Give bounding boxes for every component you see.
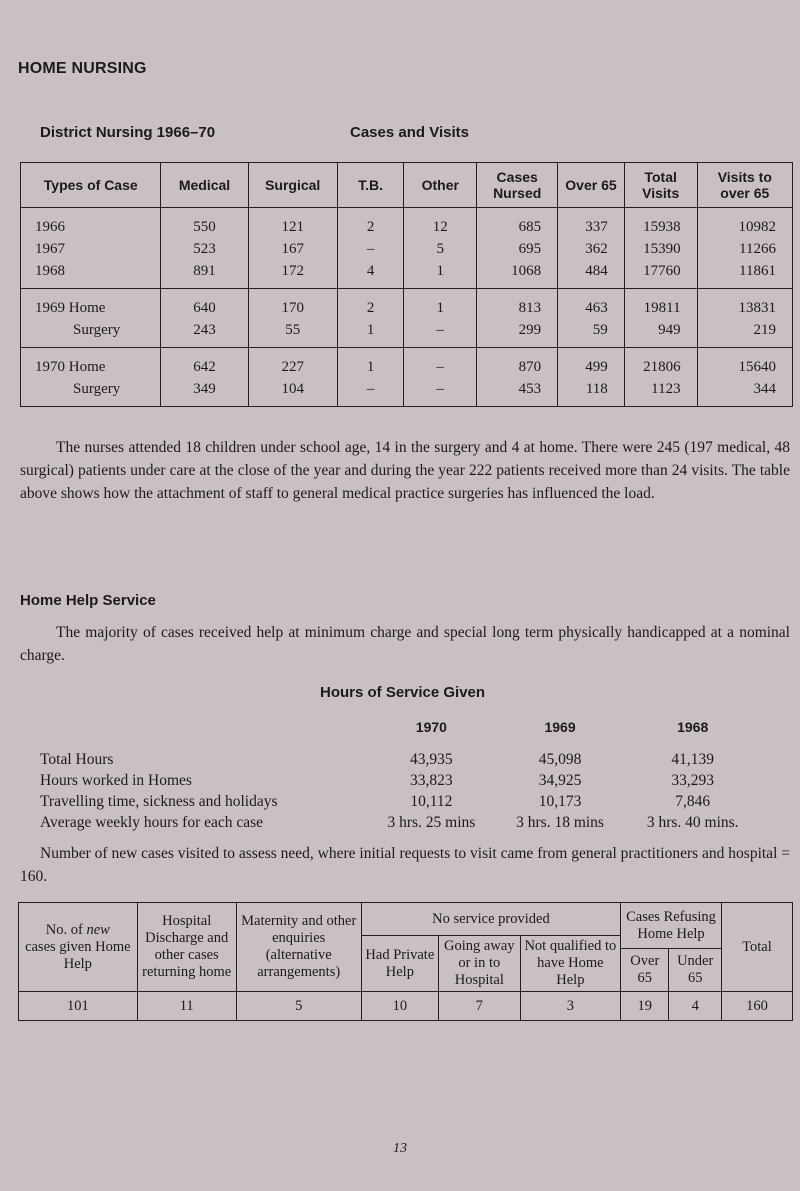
cell-value: 167 bbox=[281, 241, 304, 257]
table-cell bbox=[697, 348, 792, 407]
table-cell bbox=[477, 208, 558, 289]
cell-value: 1969 Home bbox=[35, 300, 106, 316]
table-row bbox=[21, 348, 793, 407]
cell-value: Surgery bbox=[73, 322, 121, 338]
table-cell bbox=[404, 208, 477, 289]
cell-value: 1968 bbox=[35, 263, 65, 279]
cell-value: 337 bbox=[585, 219, 608, 235]
cell-value: 104 bbox=[281, 381, 304, 397]
cell-value: 21806 bbox=[643, 359, 681, 375]
hours-row bbox=[40, 812, 760, 833]
cell-value: 640 bbox=[193, 300, 216, 316]
year-1969: 1969 bbox=[544, 719, 576, 735]
col-header-over-65-refusing: Over 65 bbox=[621, 949, 669, 992]
table-cell bbox=[161, 348, 248, 407]
cell-value: 550 bbox=[193, 219, 216, 235]
table-cell bbox=[248, 289, 337, 348]
cell-value: 172 bbox=[281, 263, 304, 279]
table-cell bbox=[337, 289, 404, 348]
hours-row-label: Average weekly hours for each case bbox=[40, 814, 264, 831]
table-cell bbox=[558, 289, 625, 348]
cell-value: – bbox=[436, 322, 445, 338]
table-row bbox=[21, 289, 793, 348]
year-1968: 1968 bbox=[677, 719, 709, 735]
col-header-visits-over-65: Visits to over 65 bbox=[697, 163, 792, 208]
cell-value: 118 bbox=[585, 381, 608, 397]
table-cell bbox=[624, 208, 697, 289]
cell-value: 1 bbox=[366, 359, 375, 375]
table-cell bbox=[161, 289, 248, 348]
header-no-service-provided: No service provided bbox=[361, 903, 620, 936]
nursing-table-header-row bbox=[21, 163, 793, 208]
col-header-maternity: Maternity and other enquiries (alternative arrangements) bbox=[236, 903, 361, 992]
hours-value: 7,846 bbox=[675, 793, 711, 810]
col-header-cases-nursed: Cases Nursed bbox=[477, 163, 558, 208]
cell-value: 243 bbox=[193, 322, 216, 338]
hours-row-label: Hours worked in Homes bbox=[40, 772, 192, 789]
hours-of-service-table bbox=[40, 718, 760, 833]
hours-value: 34,925 bbox=[538, 772, 582, 789]
home-help-heading: Home Help Service bbox=[20, 592, 156, 609]
cell-value: 891 bbox=[193, 263, 216, 279]
table-group-1970 bbox=[21, 348, 793, 407]
header-cases-refusing: Cases Refusing Home Help bbox=[621, 903, 722, 949]
hours-value: 3 hrs. 18 mins bbox=[516, 814, 604, 831]
cell-value: 813 bbox=[518, 300, 542, 316]
cell-value: 1967 bbox=[35, 241, 65, 257]
table-cell bbox=[697, 289, 792, 348]
district-nursing-table bbox=[20, 162, 793, 407]
section-title: HOME NURSING bbox=[18, 60, 147, 77]
cell-value: 15390 bbox=[643, 241, 681, 257]
cell-value: Surgery bbox=[73, 381, 121, 397]
hours-table-year-row bbox=[40, 718, 760, 749]
cell-value: – bbox=[436, 381, 445, 397]
cell-value: – bbox=[436, 359, 445, 375]
table-cell bbox=[21, 289, 161, 348]
cell-value: 1068 bbox=[511, 263, 542, 279]
table-cell bbox=[404, 348, 477, 407]
cell-value: – bbox=[366, 241, 375, 257]
cell-value: 362 bbox=[585, 241, 608, 257]
cell-value: 1966 bbox=[35, 219, 65, 235]
hours-row bbox=[40, 791, 760, 812]
cell-value: 2 bbox=[366, 300, 375, 316]
col-header-other: Other bbox=[404, 163, 477, 208]
cell-value: 17760 bbox=[643, 263, 681, 279]
hours-row bbox=[40, 770, 760, 791]
table-cell bbox=[248, 208, 337, 289]
nursing-paragraph: The nurses attended 18 children under school age, 14 in the surgery and 4 at home. There were 245 (197 medical, 48 surgical) patients under care at the close of the year and during the year 222 patients received more than 24 visits. The table above shows how the attachment of staff to general medical practice surgeries has influenced the load. bbox=[20, 439, 790, 502]
cell-value: 642 bbox=[193, 359, 216, 375]
hours-value: 33,293 bbox=[671, 772, 714, 789]
table-cell bbox=[624, 348, 697, 407]
cases-visits-subheading: Cases and Visits bbox=[350, 124, 469, 141]
district-nursing-heading: District Nursing 1966–70 bbox=[40, 124, 216, 141]
hours-value: 10,173 bbox=[538, 793, 582, 810]
col-header-surgical: Surgical bbox=[248, 163, 337, 208]
col-header-new-cases: No. of new cases given Home Help bbox=[19, 903, 138, 992]
col-header-not-qualified: Not qualified to have Home Help bbox=[520, 936, 621, 992]
page-number: 13 bbox=[393, 1141, 407, 1156]
table-cell bbox=[404, 289, 477, 348]
home-help-paragraph: The majority of cases received help at minimum charge and special long term physically handicapped at a nominal charge. bbox=[20, 624, 790, 664]
col-header-medical: Medical bbox=[161, 163, 248, 208]
cell-value: 10982 bbox=[738, 219, 776, 235]
cell-value: 11266 bbox=[739, 241, 776, 257]
cell-value: 5 bbox=[436, 241, 445, 257]
table-cell bbox=[337, 208, 404, 289]
table-cell bbox=[558, 348, 625, 407]
cell-value: 349 bbox=[193, 381, 216, 397]
table-cell bbox=[21, 208, 161, 289]
col-header-over-65: Over 65 bbox=[558, 163, 625, 208]
cases-value: 19 bbox=[621, 992, 669, 1021]
cell-value: 11861 bbox=[739, 263, 776, 279]
cell-value: 685 bbox=[518, 219, 542, 235]
table-group-1969 bbox=[21, 289, 793, 348]
cell-value: 2 bbox=[366, 219, 375, 235]
cell-value: 344 bbox=[753, 381, 776, 397]
table-cell bbox=[558, 208, 625, 289]
col-header-types-of-case: Types of Case bbox=[21, 163, 161, 208]
cell-value: 55 bbox=[285, 322, 301, 338]
table-cell bbox=[161, 208, 248, 289]
table-group-1966-68 bbox=[21, 208, 793, 289]
col-header-total: Total bbox=[721, 903, 792, 992]
cell-value: 1970 Home bbox=[35, 359, 106, 375]
new-cases-table bbox=[18, 902, 793, 1021]
cell-value: 170 bbox=[281, 300, 304, 316]
hours-value: 10,112 bbox=[410, 793, 453, 810]
cell-value: 1 bbox=[436, 263, 445, 279]
hours-value: 3 hrs. 25 mins bbox=[387, 814, 476, 831]
table-cell bbox=[624, 289, 697, 348]
cell-value: 4 bbox=[366, 263, 375, 279]
hours-value: 43,935 bbox=[410, 751, 453, 768]
cases-value: 5 bbox=[236, 992, 361, 1021]
cases-value: 7 bbox=[439, 992, 521, 1021]
hours-row-label: Total Hours bbox=[40, 751, 114, 768]
cell-value: 695 bbox=[518, 241, 542, 257]
cell-value: 1 bbox=[436, 300, 445, 316]
hours-value: 45,098 bbox=[538, 751, 582, 768]
cell-value: 463 bbox=[585, 300, 608, 316]
cell-value: 227 bbox=[281, 359, 304, 375]
cell-value: 499 bbox=[585, 359, 608, 375]
hours-value: 3 hrs. 40 mins. bbox=[646, 814, 739, 831]
cell-value: 19811 bbox=[643, 300, 681, 316]
cases-value: 3 bbox=[520, 992, 621, 1021]
cell-value: 949 bbox=[658, 322, 681, 338]
cell-value: 1 bbox=[366, 322, 375, 338]
cases-value: 11 bbox=[137, 992, 236, 1021]
cell-value: 453 bbox=[518, 381, 542, 397]
cell-value: 1123 bbox=[651, 381, 681, 397]
cases-value: 4 bbox=[669, 992, 721, 1021]
cases-value: 160 bbox=[721, 992, 792, 1021]
table-cell bbox=[248, 348, 337, 407]
cell-value: 12 bbox=[432, 219, 448, 235]
new-cases-paragraph: Number of new cases visited to assess need, where initial requests to visit came from general practitioners and hospital = 160. bbox=[20, 845, 790, 885]
cell-value: 299 bbox=[518, 322, 542, 338]
table-cell bbox=[477, 348, 558, 407]
cell-value: 870 bbox=[518, 359, 542, 375]
cases-values-row bbox=[19, 992, 793, 1021]
hours-row bbox=[40, 749, 760, 770]
cell-value: 219 bbox=[753, 322, 776, 338]
cell-value: 523 bbox=[193, 241, 216, 257]
year-1970: 1970 bbox=[415, 719, 447, 735]
hours-value: 41,139 bbox=[671, 751, 714, 768]
hours-row-label: Travelling time, sickness and holidays bbox=[40, 793, 278, 810]
cell-value: 121 bbox=[281, 219, 304, 235]
table-cell bbox=[337, 348, 404, 407]
col-header-tb: T.B. bbox=[337, 163, 404, 208]
cell-value: 59 bbox=[592, 322, 608, 338]
table-cell bbox=[21, 348, 161, 407]
col-header-private-help: Had Private Help bbox=[361, 936, 438, 992]
cell-value: 13831 bbox=[738, 300, 776, 316]
col-header-going-away: Going away or in to Hospital bbox=[439, 936, 521, 992]
col-header-hospital-discharge: Hospital Discharge and other cases returning home bbox=[137, 903, 236, 992]
table-row bbox=[21, 208, 793, 289]
cases-value: 101 bbox=[19, 992, 138, 1021]
cell-value: 15938 bbox=[643, 219, 681, 235]
hours-table-title: Hours of Service Given bbox=[320, 684, 486, 701]
table-cell bbox=[697, 208, 792, 289]
cell-value: 15640 bbox=[738, 359, 776, 375]
table-cell bbox=[477, 289, 558, 348]
col-header-total-visits: Total Visits bbox=[624, 163, 697, 208]
hours-value: 33,823 bbox=[410, 772, 453, 789]
cases-value: 10 bbox=[361, 992, 438, 1021]
cell-value: – bbox=[366, 381, 375, 397]
cell-value: 484 bbox=[585, 263, 608, 279]
col-header-under-65-refusing: Under 65 bbox=[669, 949, 721, 992]
